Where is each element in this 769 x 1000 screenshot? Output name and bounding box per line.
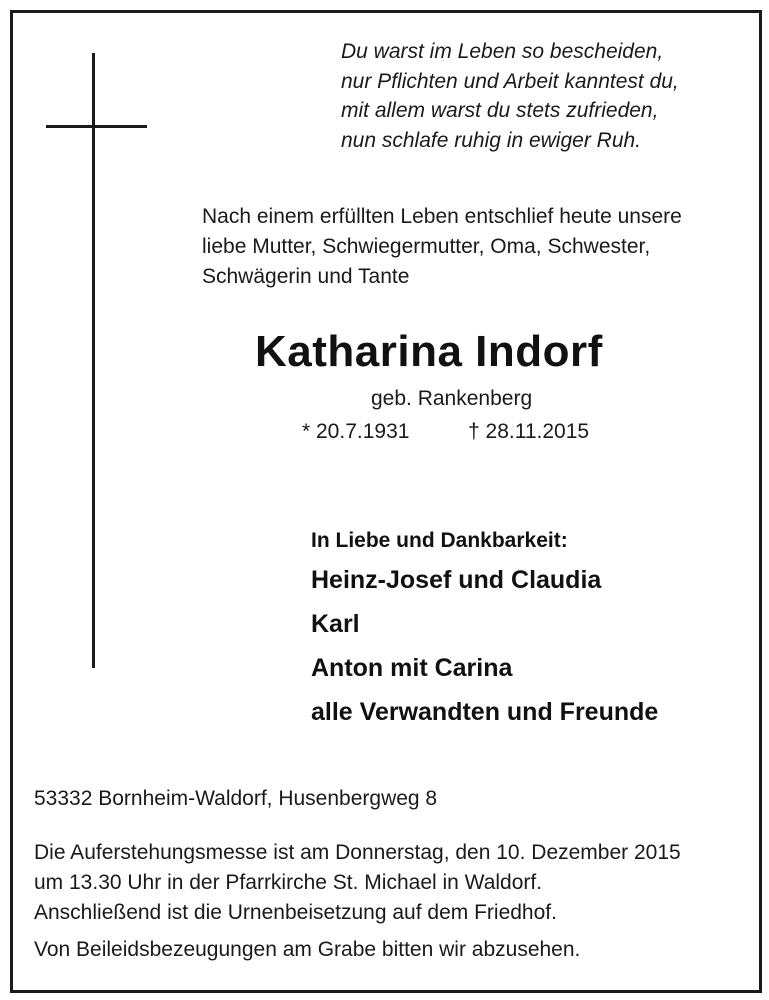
closing-note: Von Beileidsbezeugungen am Grabe bitten wir abzusehen. [34,938,581,961]
service-line: um 13.30 Uhr in der Pfarrkirche St. Michael in Waldorf. [34,871,543,894]
poem-verse [341,37,679,155]
poem-line: Du warst im Leben so bescheiden, [341,40,664,63]
death-date: † 28.11.2015 [468,420,590,443]
service-line: Anschließend ist die Urnenbeisetzung auf dem Friedhof. [34,901,557,924]
birth-date: * 20.7.1931 [302,420,410,443]
service-details [34,838,681,928]
mourners-block [311,524,658,734]
mourner-name: Karl [311,610,360,638]
mourner-name: Heinz-Josef und Claudia [311,566,602,594]
poem-line: nur Pflichten und Arbeit kanntest du, [341,69,679,93]
family-address: 53332 Bornheim-Waldorf, Husenbergweg 8 [34,787,438,810]
intro-line: Nach einem erfüllten Leben entschlief heute unsere [202,205,682,228]
announcement-intro [202,202,682,292]
mourners-heading: In Liebe und Dankbarkeit: [311,529,568,552]
poem-line: nun schlafe ruhig in ewiger Ruh. [341,128,642,152]
mourner-name: alle Verwandten und Freunde [311,698,659,726]
mourner-name: Anton mit Carina [311,654,513,682]
maiden-name: geb. Rankenberg [371,387,533,410]
intro-line: Schwägerin und Tante [202,265,410,288]
cross-icon [92,53,95,668]
poem-line: mit allem warst du stets zufrieden, [341,99,659,122]
deceased-name: Katharina Indorf [255,327,603,376]
service-line: Die Auferstehungsmesse ist am Donnerstag, den 10. Dezember 2015 [34,841,681,864]
intro-line: liebe Mutter, Schwiegermutter, Oma, Schwester, [202,235,651,258]
cross-icon-crossbar [46,125,147,128]
